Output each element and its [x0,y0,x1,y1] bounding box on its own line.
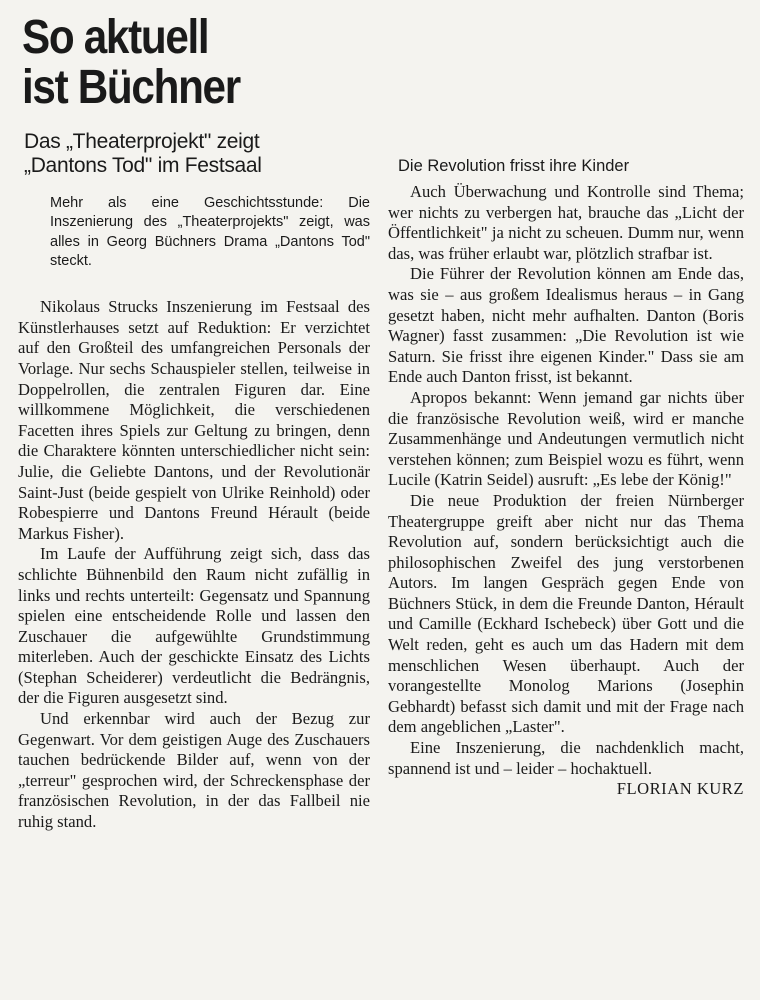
subheadline [24,130,370,178]
subheadline-line-2: „Dantons Tod" im Festsaal [24,154,262,177]
body-paragraph: Apropos bekannt: Wenn jemand gar nichts über die französische Revolution weiß, wird er manche Zusammenhänge und Andeutungen vermutlich nicht verstehen können; zum Beispiel wozu es führt, wenn Lucile (Katrin Seidel) ausruft: „Es lebe der König!" [388,387,744,490]
right-column [388,0,744,800]
body-paragraph: Im Laufe der Aufführung zeigt sich, dass das schlichte Bühnenbild den Raum nicht zufällig in links und rechts unterteilt: Gegensatz und Spannung spielen eine entscheidende Rolle und lassen den Zuschauer die aufgewühlte Grundstimmung miterleben. Auch der geschickte Einsatz des Lichts (Stephan Scheiderer) verdeutlicht die Bedrängnis, der die Figuren ausgesetzt sind. [18,544,370,708]
author-name: FLORIAN KURZ [616,779,744,799]
body-text-left [18,297,370,832]
section-heading: Die Revolution frisst ihre Kinder [398,157,630,175]
subheadline-line-1: Das „Theaterprojekt" zeigt [24,130,260,153]
body-paragraph: Die Führer der Revolution können am Ende das, was sie – aus großem Idealismus heraus – in Gang gesetzt haben, nicht mehr aufhalten. Danton (Boris Wagner) fasst zusammen: „Die Revolution ist wie Saturn. Sie frisst ihre eigenen Kinder." Dass sie am Ende auch Danton frisst, ist bekannt. [388,264,744,387]
headline [22,11,328,114]
body-paragraph: Eine Inszenierung, die nachdenklich macht, spannend ist und – leider – hochaktuell. [388,738,744,778]
body-text-right [388,182,744,800]
body-paragraph: Nikolaus Strucks Inszenierung im Festsaal des Künstlerhauses setzt auf Reduktion: Er verzichtet auf den Großteil des umfangreichen Personals der Vorlage. Nur sechs Schauspieler stellen, teilweise in Doppelrollen, die zentralen Figuren dar. Eine willkommene Möglichkeit, die verschiedenen Facetten ihres Spiels zur Geltung zu bringen, denn die Charaktere könnten unterschiedlicher nicht sein: Julie, die Geliebte Dantons, und der Revolutionär Saint-Just (beide gespielt von Ulrike Reinhold) oder Robespierre und Dantons Freund Hérault (beide Markus Fisher). [18,297,370,543]
byline [388,779,744,800]
headline-line-2: ist Büchner [22,61,240,114]
headline-line-1: So aktuell [22,11,209,64]
lead-paragraph: Mehr als eine Geschichtsstunde: Die Inszenierung des „Theaterprojekts" zeigt, was alles in Georg Büchners Drama „Dantons Tod" steckt. [50,195,370,269]
body-paragraph: Auch Überwachung und Kontrolle sind Thema; wer nichts zu verbergen hat, brauche das „Licht der Öffentlichkeit" ja nicht zu scheuen. Dumm nur, wenn das, was früher erlaubt war, plötzlich strafbar ist. [388,182,744,263]
left-column [18,0,370,833]
body-paragraph: Die neue Produktion der freien Nürnberger Theatergruppe greift aber nicht nur das Thema Revolution auf, sondern berücksichtigt auch die philosophischen Zweifel des jung verstorbenen Autors. Im langen Gespräch gegen Ende von Büchners Stück, in dem die Freunde Danton, Hérault und Camille (Eckhard Ischebeck) über Gott und die Welt reden, geht es auch um das Hadern mit dem menschlichen Wesen überhaupt. Auch der vorangestellte Monolog Marions (Josephin Gebhardt) befasst sich damit und mit der Frage nach dem angeblichen „Laster". [388,490,744,737]
body-paragraph: Und erkennbar wird auch der Bezug zur Gegenwart. Vor dem geistigen Auge des Zuschauers tauchen bedrückende Bilder auf, wenn von der „terreur" gesprochen wird, der Schreckensphase der französischen Revolution, in der das Fallbeil nie ruhig stand. [18,709,370,832]
